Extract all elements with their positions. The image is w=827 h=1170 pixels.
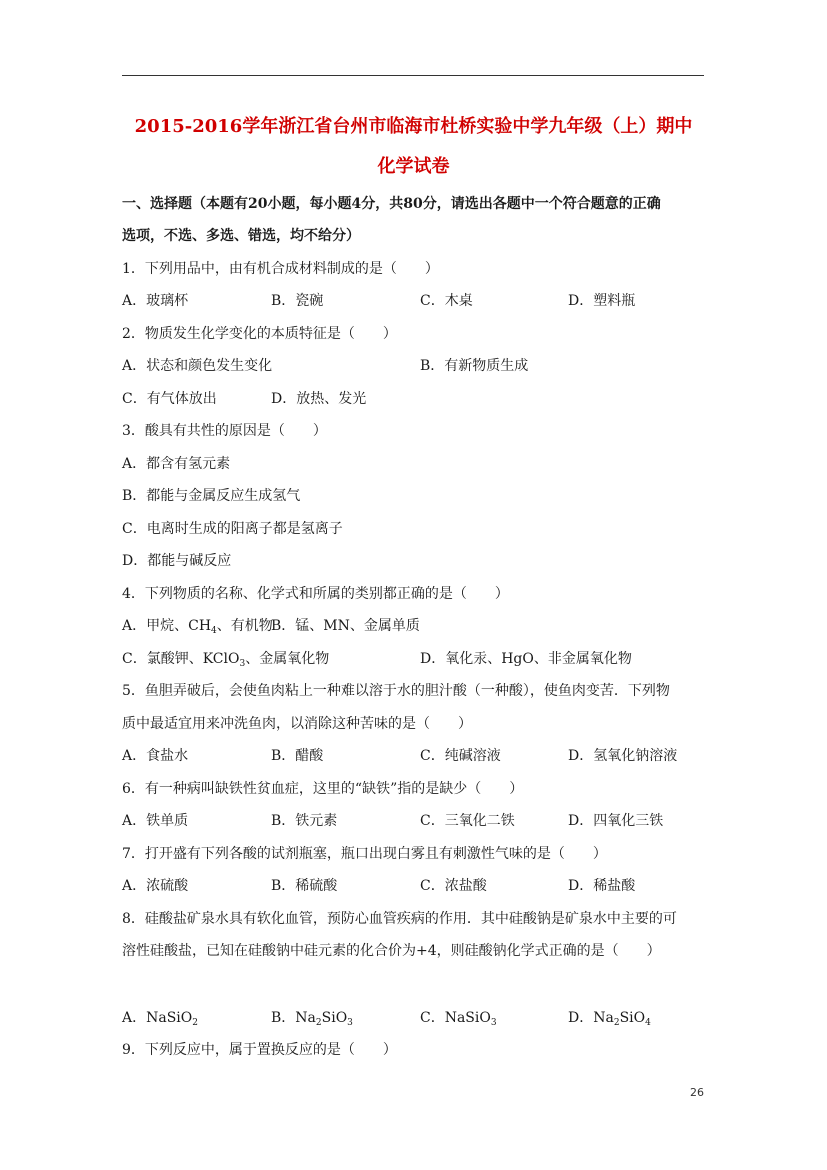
question-6-stem: 6．有一种病叫缺铁性贫血症，这里的“缺铁”指的是缺少（ ）	[122, 781, 524, 797]
question-3-option-b: B．都能与金属反应生成氢气	[122, 488, 301, 504]
question-7-option-b: B．稀硫酸	[271, 878, 338, 894]
header-rule	[122, 75, 704, 76]
page-number: 26	[690, 1086, 704, 1099]
question-5-option-a: A．食盐水	[122, 748, 189, 764]
page-title-line2: 化学试卷	[377, 156, 450, 177]
question-4-option-b: B．锰、MN、金属单质	[271, 618, 420, 634]
question-5-option-d: D．氢氧化钠溶液	[568, 748, 678, 764]
question-8-option-d: D．$Na_2SiO_4$	[568, 1010, 651, 1028]
question-5-stem-line1: 5．鱼胆弄破后，会使鱼肉粘上一种难以溶于水的胆汁酸（一种酸），使鱼肉变苦．下列物	[122, 683, 670, 699]
question-7-option-c: C．浓盐酸	[420, 878, 487, 894]
question-2-option-d: D．放热、发光	[271, 391, 367, 407]
question-4-option-d: D．氧化汞、HgO、非金属氧化物	[420, 651, 632, 667]
question-8-option-c: C．NaSiO$_3$	[420, 1010, 497, 1028]
question-6-option-d: D．四氧化三铁	[568, 813, 664, 829]
question-5-option-c: C．纯碱溶液	[420, 748, 501, 764]
section-heading-line2: 选项，不选、多选、错选，均不给分）	[122, 228, 360, 244]
question-7-option-d: D．稀盐酸	[568, 878, 636, 894]
question-2-option-a: A．状态和颜色发生变化	[122, 358, 273, 374]
question-2-option-b: B．有新物质生成	[420, 358, 529, 374]
question-8-option-a: A．NaSiO$_2$	[122, 1010, 198, 1028]
question-6-option-a: A．铁单质	[122, 813, 189, 829]
page-title-line1: 2015-2016学年浙江省台州市临海市杜桥实验中学九年级（上）期中	[134, 116, 693, 137]
question-3-option-a: A．都含有氢元素	[122, 456, 231, 472]
question-8-stem-line1: 8．硅酸盐矿泉水具有软化血管，预防心血管疾病的作用．其中硅酸钠是矿泉水中主要的可	[122, 911, 677, 927]
question-8-option-b: B．$Na_2SiO_3$	[271, 1010, 353, 1028]
question-3-stem: 3．酸具有共性的原因是（ ）	[122, 423, 327, 439]
question-8-stem-line2: 溶性硅酸盐，已知在硅酸钠中硅元素的化合价为+4，则硅酸钠化学式正确的是（ ）	[122, 943, 661, 959]
question-1-option-b: B．瓷碗	[271, 293, 324, 309]
question-2-stem: 2．物质发生化学变化的本质特征是（ ）	[122, 326, 397, 342]
section-heading-line1: 一、选择题（本题有20小题，每小题4分，共80分，请选出各题中一个符合题意的正确	[122, 196, 661, 212]
question-3-option-d: D．都能与碱反应	[122, 553, 232, 569]
question-2-option-c: C．有气体放出	[122, 391, 217, 407]
question-7-stem: 7．打开盛有下列各酸的试剂瓶塞，瓶口出现白雾且有刺激性气味的是（ ）	[122, 846, 607, 862]
question-9-stem: 9．下列反应中，属于置换反应的是（ ）	[122, 1042, 397, 1058]
question-1-option-a: A．玻璃杯	[122, 293, 189, 309]
question-1-option-d: D．塑料瓶	[568, 293, 636, 309]
question-4-option-a: A．甲烷、$CH_4$、有机物	[122, 618, 273, 636]
question-7-option-a: A．浓硫酸	[122, 878, 189, 894]
question-4-stem: 4．下列物质的名称、化学式和所属的类别都正确的是（ ）	[122, 586, 509, 602]
question-6-option-b: B．铁元素	[271, 813, 338, 829]
question-5-stem-line2: 质中最适宜用来冲洗鱼肉，以消除这种苦味的是（ ）	[122, 716, 472, 732]
question-4-option-c: C．氯酸钾、KClO$_3$、金属氧化物	[122, 651, 330, 669]
question-5-option-b: B．醋酸	[271, 748, 324, 764]
question-1-stem: 1．下列用品中，由有机合成材料制成的是（ ）	[122, 261, 439, 277]
question-6-option-c: C．三氧化二铁	[420, 813, 515, 829]
question-3-option-c: C．电离时生成的阳离子都是氢离子	[122, 521, 343, 537]
question-1-option-c: C．木桌	[420, 293, 473, 309]
